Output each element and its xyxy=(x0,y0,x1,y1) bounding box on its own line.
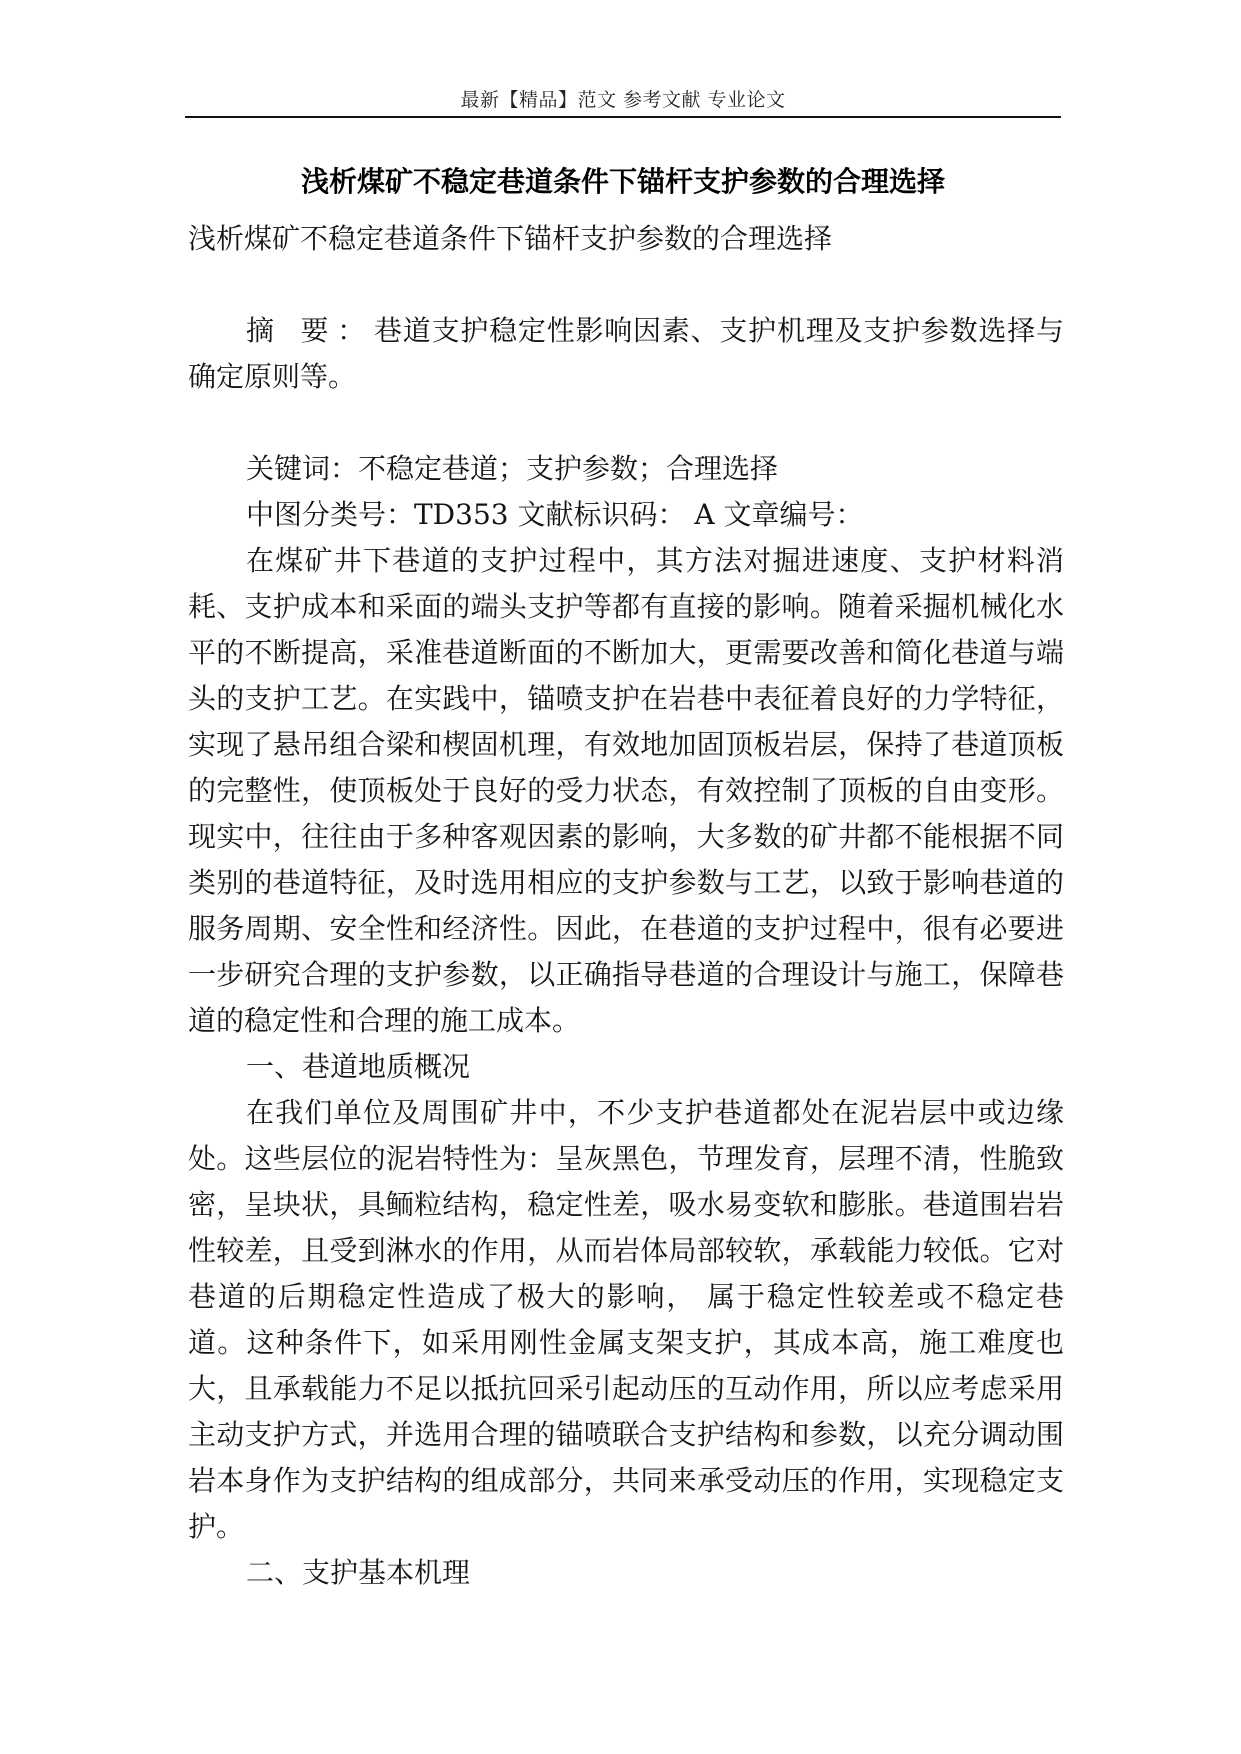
classification-line: 中图分类号：TD353 文献标识码： A 文章编号： xyxy=(246,498,864,531)
keywords-line: 关键词：不稳定巷道；支护参数；合理选择 xyxy=(246,452,779,485)
abstract-text: 巷道支护稳定性影响因素、支护机理及支护参数选择与确定原则等。 xyxy=(188,314,1064,393)
document-subtitle: 浅析煤矿不稳定巷道条件下锚杆支护参数的合理选择 xyxy=(188,222,833,255)
section-heading-2: 二、支护基本机理 xyxy=(246,1556,471,1589)
header-rule xyxy=(185,116,1061,118)
section-heading-1: 一、巷道地质概况 xyxy=(246,1050,471,1083)
body-paragraph-2: 在我们单位及周围矿井中，不少支护巷道都处在泥岩层中或边缘处。这些层位的泥岩特性为：呈灰黑色，节理发育，层理不清，性脆致密，呈块状，具鲕粒结构，稳定性差，吸水易变软和膨胀。巷道围岩岩性较差，且受到淋水的作用，从而岩体局部较软，承载能力较低。它对巷道的后期稳定性造成了极大的影响， 属于稳定性较差或不稳定巷道。这种条件下，如采用刚性金属支架支护，其成本高，施工难度也大，且承载能力不足以抵抗回采引起动压的互动作用，所以应考虑采用主动支护方式，并选用合理的锚喷联合支护结构和参数，以充分调动围岩本身作为支护结构的组成部分，共同来承受动压的作用，实现稳定支护。 xyxy=(188,1096,1064,1543)
abstract-paragraph xyxy=(188,308,1064,400)
running-header: 最新【精品】范文 参考文献 专业论文 xyxy=(460,89,786,111)
document-body xyxy=(188,216,1064,1596)
body-paragraph-1: 在煤矿井下巷道的支护过程中，其方法对掘进速度、支护材料消耗、支护成本和采面的端头支护等都有直接的影响。随着采掘机械化水平的不断提高，采准巷道断面的不断加大，更需要改善和简化巷道与端头的支护工艺。在实践中，锚喷支护在岩巷中表征着良好的力学特征，实现了悬吊组合梁和楔固机理，有效地加固顶板岩层，保持了巷道顶板的完整性，使顶板处于良好的受力状态，有效控制了顶板的自由变形。现实中，往往由于多种客观因素的影响，大多数的矿井都不能根据不同类别的巷道特征，及时选用相应的支护参数与工艺，以致于影响巷道的服务周期、安全性和经济性。因此，在巷道的支护过程中，很有必要进一步研究合理的支护参数，以正确指导巷道的合理设计与施工，保障巷道的稳定性和合理的施工成本。 xyxy=(188,544,1064,1037)
document-title: 浅析煤矿不稳定巷道条件下锚杆支护参数的合理选择 xyxy=(300,165,945,198)
abstract-label: 摘 要： xyxy=(246,314,375,347)
